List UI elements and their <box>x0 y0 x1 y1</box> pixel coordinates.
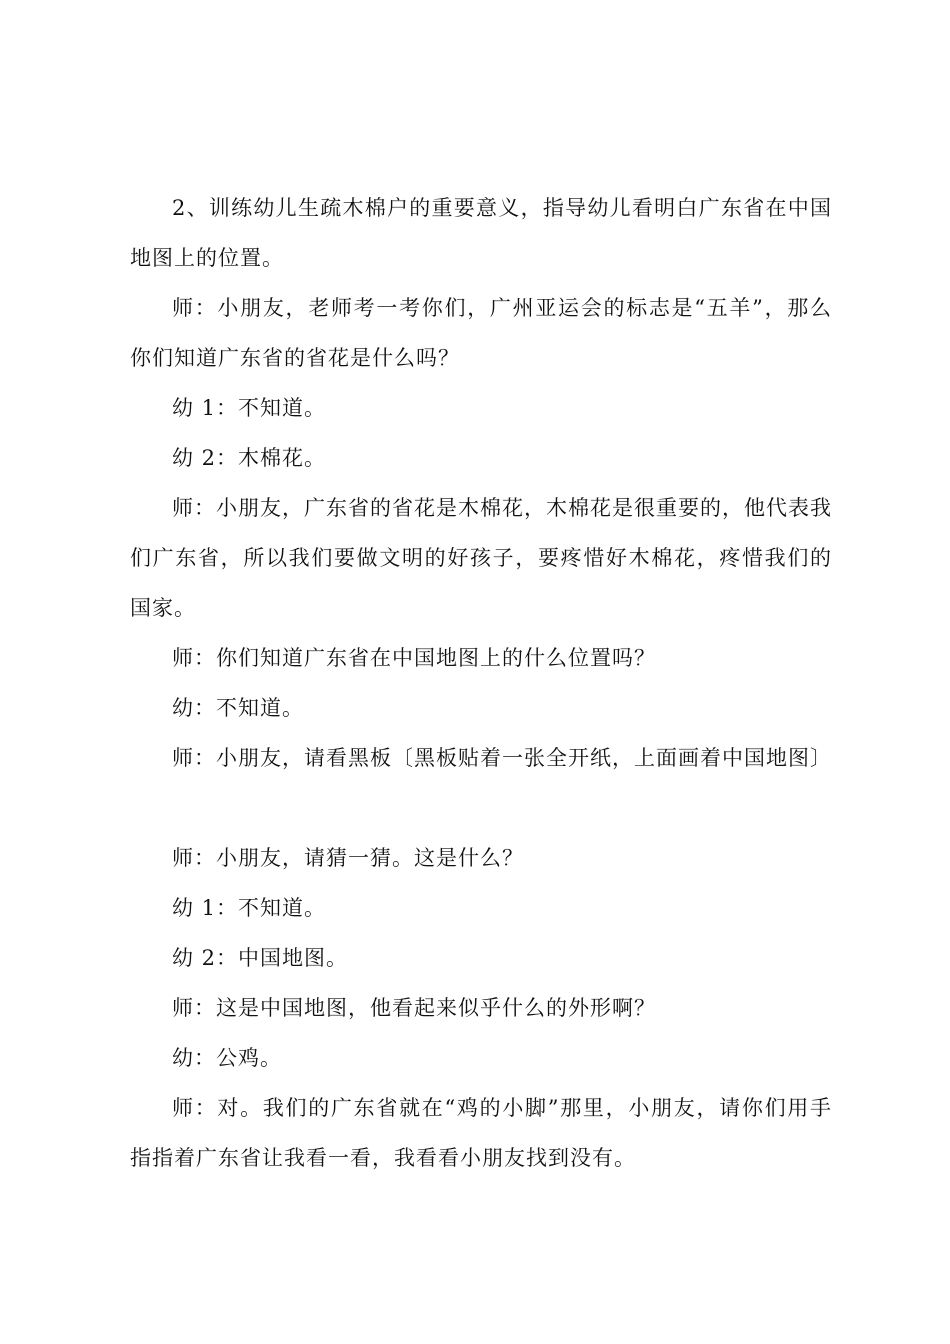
paragraph-child-answer-2: 幼 2：木棉花。 <box>172 446 327 470</box>
paragraph-teacher-question-2: 师：你们知道广东省在中国地图上的什么位置吗？ <box>172 646 656 670</box>
paragraph-teacher-shape: 师：这是中国地图，他看起来似乎什么的外形啊？ <box>172 996 656 1020</box>
paragraph-child-answer-1: 幼 1：不知道。 <box>172 396 327 420</box>
paragraph-child-answer-5: 幼 2：中国地图。 <box>172 946 349 970</box>
paragraph-teacher-blackboard: 师：小朋友，请看黑板〔黑板贴着一张全开纸，上面画着中国地图〕 <box>172 746 832 770</box>
paragraph-child-answer-4: 幼 1：不知道。 <box>172 896 327 920</box>
paragraph-child-answer-6: 幼：公鸡。 <box>172 1046 282 1070</box>
paragraph-teacher-guess: 师：小朋友，请猜一猜。这是什么？ <box>172 846 524 870</box>
paragraph-teacher-explain: 师：小朋友，广东省的省花是木棉花，木棉花是很重要的，他代表我们广东省，所以我们要做文明的好孩子，要疼惜好木棉花，疼惜我们的国家。 <box>130 496 832 620</box>
paragraph-teacher-question-1: 师：小朋友，老师考一考你们，广州亚运会的标志是“五羊”，那么你们知道广东省的省花是什么吗？ <box>130 296 832 370</box>
paragraph-teacher-conclusion: 师：对。我们的广东省就在“鸡的小脚”那里，小朋友，请你们用手指指着广东省让我看一看，我看看小朋友找到没有。 <box>130 1096 832 1170</box>
paragraph-child-answer-3: 幼：不知道。 <box>172 696 304 720</box>
paragraph-training-goal: 2、训练幼儿生疏木棉户的重要意义，指导幼儿看明白广东省在中国地图上的位置。 <box>130 196 832 270</box>
